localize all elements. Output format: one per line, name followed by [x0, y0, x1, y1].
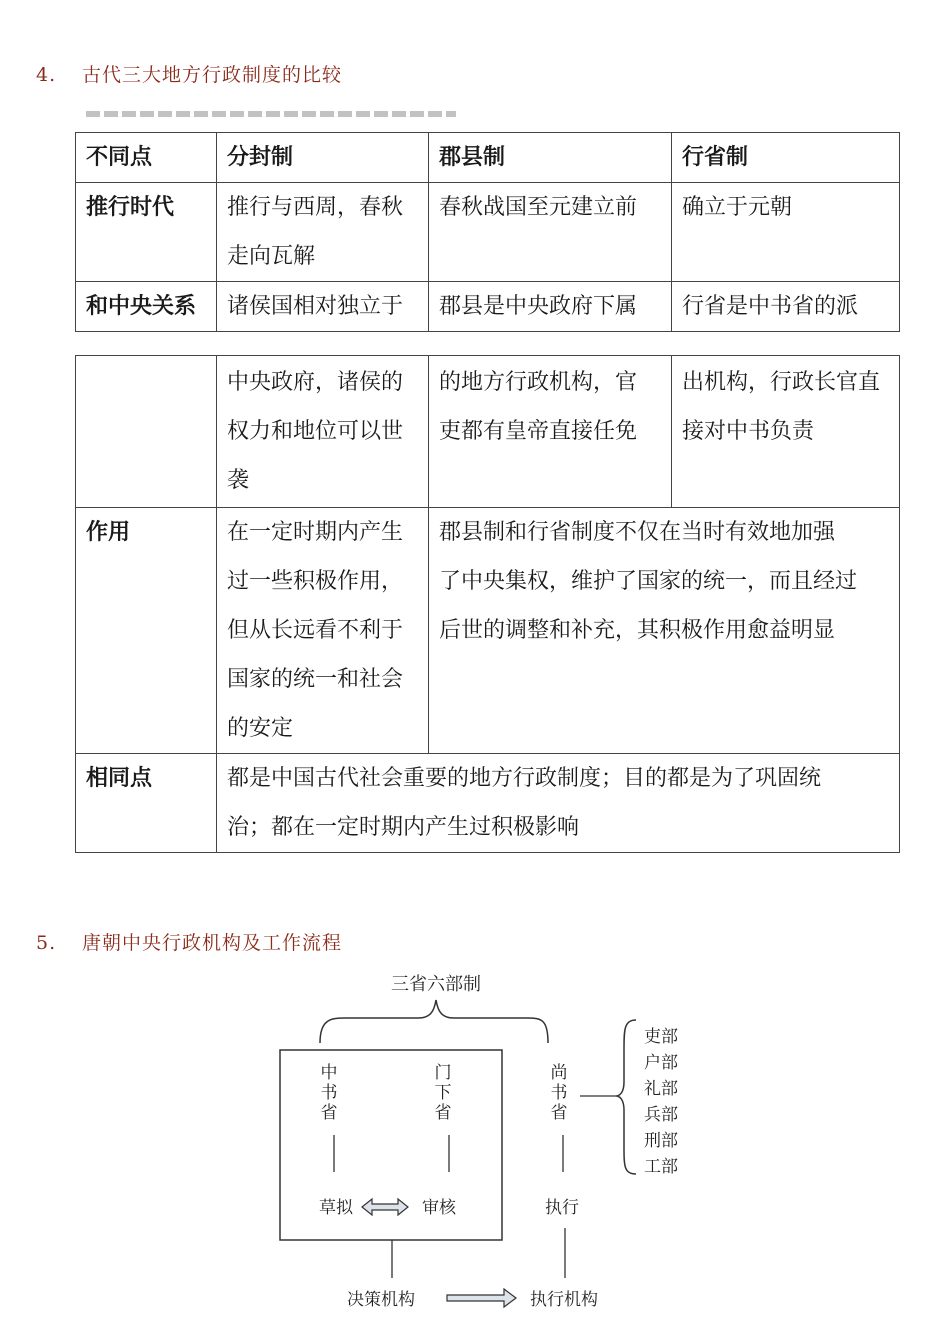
ministry-label: 兵部 [644, 1105, 678, 1125]
shangshu-label [551, 1063, 568, 1123]
ministry-label: 礼部 [644, 1079, 678, 1099]
cell-relation-xingsheng-rest [672, 356, 900, 508]
cell-same [217, 754, 900, 853]
table-header-row [76, 133, 900, 183]
review-label: 审核 [422, 1198, 456, 1218]
cell-line: 后世的调整和补充，其积极作用愈益明显 [439, 618, 836, 643]
header-junxian: 郡县制 [429, 133, 672, 183]
ministry-label: 户部 [644, 1053, 678, 1073]
cell-line: 权力和地位可以世 [227, 419, 404, 444]
cell-era-xingsheng: 确立于元朝 [672, 183, 900, 282]
table-row-era [76, 183, 900, 282]
cell-era-junxian: 春秋战国至元建立前 [429, 183, 672, 282]
brace-icon [320, 1000, 548, 1043]
section-4-number: 4. [36, 64, 57, 86]
cell-line: 过一些积极作用， [227, 569, 404, 594]
comparison-table-bottom [75, 355, 900, 853]
row-label-same: 相同点 [76, 754, 217, 853]
char: 省 [550, 1103, 568, 1123]
cell-line: 走向瓦解 [227, 244, 316, 269]
draft-label: 草拟 [319, 1198, 353, 1218]
cell-relation-junxian-rest [429, 356, 672, 508]
cell-line: 的安定 [227, 716, 294, 741]
cell-line: 在一定时期内产生 [227, 520, 404, 545]
section-5-title: 唐朝中央行政机构及工作流程 [82, 932, 343, 954]
execution-org-label: 执行机构 [530, 1290, 598, 1310]
cell-line: 袭 [227, 468, 250, 493]
cell-line: 的地方行政机构，官 [439, 370, 638, 395]
row-label-relation: 和中央关系 [76, 282, 217, 332]
cell-line: 国家的统一和社会 [227, 667, 404, 692]
ministry-label: 吏部 [644, 1027, 678, 1047]
comparison-table-top [75, 132, 900, 332]
cell-relation-fenfeng-first: 诸侯国相对独立于 [217, 282, 429, 332]
cell-line: 推行与西周，春秋 [227, 195, 404, 220]
cell-empty [76, 356, 217, 508]
header-xingsheng: 行省制 [672, 133, 900, 183]
cell-relation-xingsheng-first: 行省是中书省的派 [672, 282, 900, 332]
table-row-same [76, 754, 900, 853]
section-4-heading [36, 60, 342, 87]
row-label-era: 推行时代 [76, 183, 217, 282]
cell-line: 中央政府，诸侯的 [227, 370, 404, 395]
six-ministries-list [644, 1027, 678, 1177]
right-brace-icon [616, 1020, 636, 1174]
cell-line: 但从长远看不利于 [227, 618, 404, 643]
cell-effect-other [429, 508, 900, 754]
decision-org-label: 决策机构 [347, 1290, 415, 1310]
three-departments-diagram [0, 960, 950, 1344]
execute-label: 执行 [545, 1198, 579, 1218]
row-label-effect: 作用 [76, 508, 217, 754]
zhongshu-label [321, 1063, 338, 1123]
ministry-label: 刑部 [644, 1131, 678, 1151]
char: 中 [320, 1063, 338, 1083]
faded-caption-line [86, 111, 456, 117]
section-4-title: 古代三大地方行政制度的比较 [82, 64, 343, 86]
char: 下 [434, 1083, 452, 1103]
char: 省 [434, 1103, 452, 1123]
char: 省 [320, 1103, 338, 1123]
char: 门 [434, 1063, 452, 1083]
cell-effect-fenfeng [217, 508, 429, 754]
cell-line: 出机构，行政长官直 [682, 370, 881, 395]
char: 书 [320, 1083, 338, 1103]
cell-relation-junxian-first: 郡县是中央政府下属 [429, 282, 672, 332]
cell-line: 都是中国古代社会重要的地方行政制度；目的都是为了巩固统 [227, 766, 822, 791]
char: 尚 [550, 1063, 568, 1083]
table-row-effect [76, 508, 900, 754]
cell-line: 接对中书负责 [682, 419, 815, 444]
diagram-top-label: 三省六部制 [391, 974, 481, 995]
header-difference: 不同点 [76, 133, 217, 183]
cell-relation-fenfeng-rest [217, 356, 429, 508]
cell-era-fenfeng [217, 183, 429, 282]
header-fenfeng: 分封制 [217, 133, 429, 183]
char: 书 [550, 1083, 568, 1103]
table-row-relation [76, 282, 900, 332]
menxia-label [435, 1063, 452, 1123]
cell-line: 郡县制和行省制度不仅在当时有效地加强 [439, 520, 836, 545]
table-row-relation-continued [76, 356, 900, 508]
cell-line: 了中央集权，维护了国家的统一，而且经过 [439, 569, 858, 594]
decision-box [280, 1050, 502, 1240]
double-arrow-icon [362, 1199, 408, 1215]
right-arrow-icon [447, 1289, 516, 1307]
section-5-number: 5. [36, 932, 57, 954]
ministry-label: 工部 [644, 1157, 678, 1177]
section-5-heading [36, 928, 342, 955]
cell-line: 吏都有皇帝直接任免 [439, 419, 638, 444]
cell-line: 治；都在一定时期内产生过积极影响 [227, 815, 580, 840]
